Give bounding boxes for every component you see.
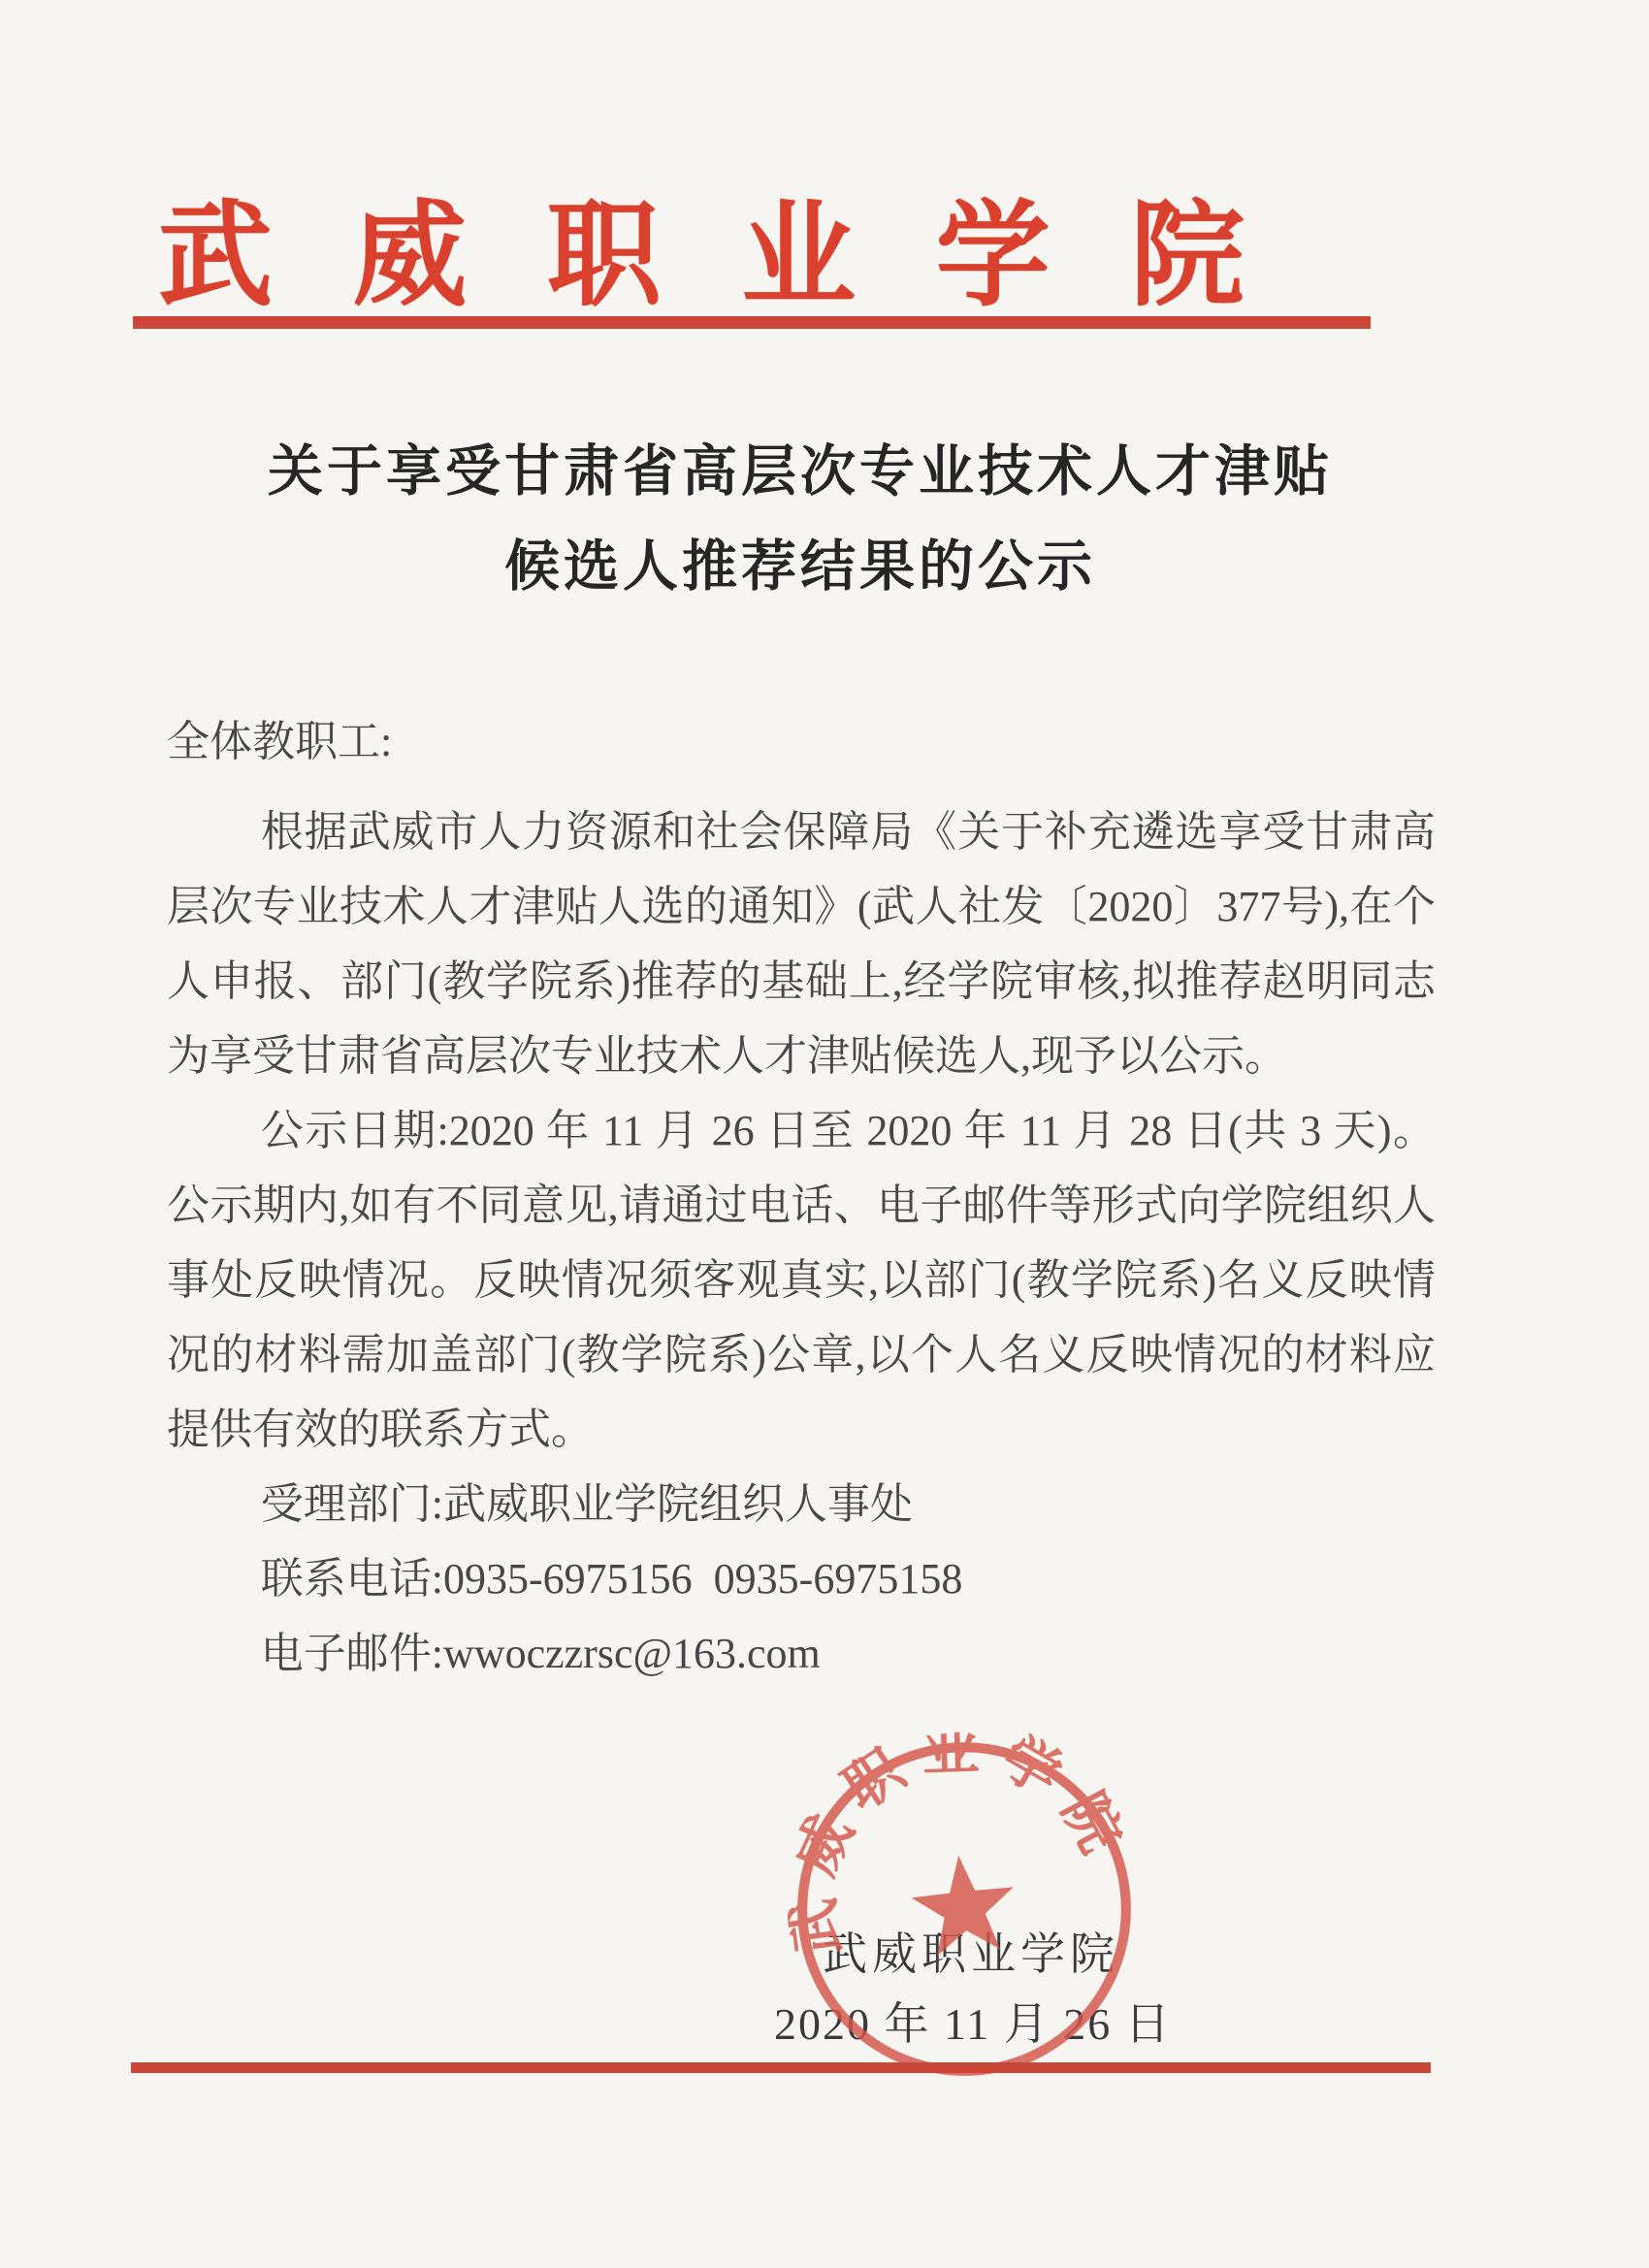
paragraph-publicity-period: 公示日期:2020 年 11 月 26 日至 2020 年 11 月 28 日(共 3 天)。公示期内,如有不同意见,请通过电话、电子邮件等形式向学院组织人事处反映情况。反映情况须客观真实,以部门(教学院系)名义反映情况的材料需加盖部门(教学院系)公章,以个人名义反映情况的材料应提供有效的联系方式。 (167, 1107, 1436, 1453)
letterhead-char: 院 (1129, 193, 1245, 320)
document-title-line2: 候选人推荐结果的公示 (504, 536, 1096, 598)
letterhead-char: 威 (352, 193, 468, 320)
document-body (167, 704, 1436, 1691)
contact-value: 0935-6975156 0935-6975158 (443, 1555, 963, 1603)
contact-row-phone (167, 1541, 1436, 1616)
letterhead-char: 业 (741, 193, 857, 320)
salutation: 全体教职工: (167, 718, 393, 765)
letterhead-char: 学 (935, 193, 1051, 320)
contact-row-department (167, 1467, 1436, 1541)
contact-label: 联系电话: (260, 1555, 444, 1603)
contact-value: 武威职业学院组织人事处 (443, 1480, 914, 1528)
seal-star-icon (908, 1850, 1020, 1958)
document-title (165, 425, 1436, 615)
contact-label: 电子邮件: (260, 1630, 444, 1677)
contact-value: wwoczzrsc@163.com (443, 1630, 821, 1677)
document-title-line1: 关于享受甘肃省高层次专业技术人才津贴 (268, 441, 1333, 502)
letterhead-org-name (158, 194, 1245, 320)
signature-org: 武威职业学院 (823, 1929, 1119, 1979)
seal-arc-text: 武威职业学院 (779, 1717, 1141, 1960)
official-seal-stamp (770, 1715, 1158, 2103)
contact-label: 受理部门: (260, 1480, 444, 1528)
paragraph-basis: 根据武威市人力资源和社会保障局《关于补充遴选享受甘肃高层次专业技术人才津贴人选的通知》(武人社发〔2020〕377号),在个人申报、部门(教学院系)推荐的基础上,经学院审核,拟推荐赵明同志为享受甘肃省高层次专业技术人才津贴候选人,现予以公示。 (167, 808, 1436, 1080)
footer-double-rule (131, 2062, 1431, 2073)
letterhead-char: 武 (158, 193, 274, 320)
letterhead-double-rule (133, 316, 1371, 329)
contact-row-email (167, 1616, 1436, 1691)
letterhead-char: 职 (546, 193, 662, 320)
signature-date: 2020 年 11 月 26 日 (774, 1999, 1172, 2049)
